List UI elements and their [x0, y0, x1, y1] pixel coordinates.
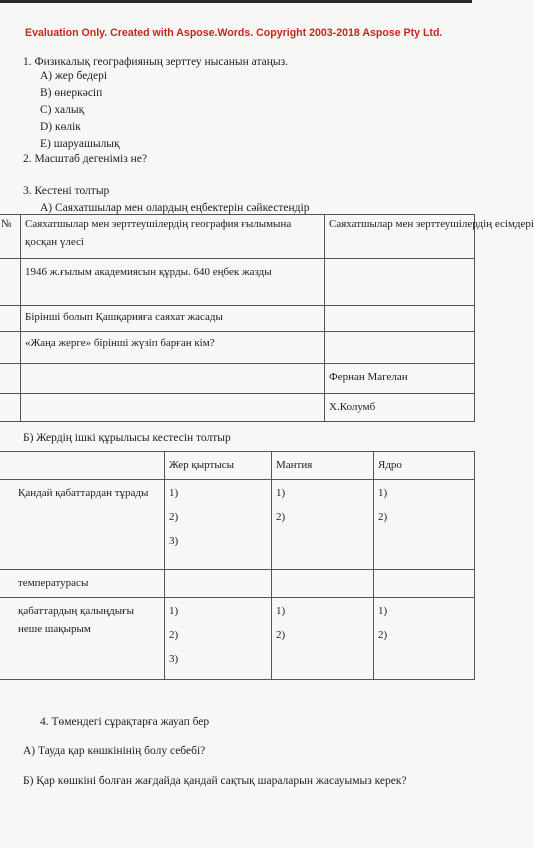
item-number: 2) [378, 629, 388, 641]
item-number: 3) [169, 535, 179, 547]
table-row [0, 259, 475, 306]
header-crust: Жер қыртысы [165, 452, 272, 480]
earth-structure-table [0, 451, 475, 680]
question-2: 2. Масштаб дегеніміз не? [23, 153, 148, 165]
header-contribution: Саяхатшылар мен зерттеушілердің география ғылымына қосқан үлесі [21, 215, 325, 259]
header-number: № [0, 215, 21, 259]
header-mantle: Мантия [272, 452, 374, 480]
row-number-cell [0, 332, 21, 364]
table-row [0, 598, 475, 680]
core-thickness-cell[interactable] [374, 598, 475, 680]
q1-option-c: С) халық [40, 104, 85, 116]
row-label-thickness: қабаттардың қалыңдығы неше шақырым [0, 598, 165, 680]
item-number: 1) [276, 487, 286, 499]
contribution-cell: 1946 ж.ғылым академиясын құрды. 640 еңбек жазды [21, 259, 325, 306]
header-names: Саяхатшылар мен зерттеушілердің есімдері [325, 215, 475, 259]
header-core: Ядро [374, 452, 475, 480]
header-empty-cell [0, 452, 165, 480]
crust-layers-cell[interactable] [165, 480, 272, 570]
item-number: 2) [169, 629, 179, 641]
table-row [0, 306, 475, 332]
contribution-cell[interactable] [21, 364, 325, 394]
table-row [0, 332, 475, 364]
row-number-cell [0, 306, 21, 332]
table-row [0, 364, 475, 394]
contribution-cell: Бірінші болып Қашқарияға саяхат жасады [21, 306, 325, 332]
item-number: 1) [169, 487, 179, 499]
question-4-title: 4. Төмендегі сұрақтарға жауап бер [40, 716, 210, 728]
name-cell: Х.Колумб [325, 394, 475, 422]
q1-option-d: D) көлік [40, 121, 81, 133]
row-label-layers: Қандай қабаттардан тұрады [0, 480, 165, 570]
crust-temperature-cell[interactable] [165, 570, 272, 598]
question-3-title: 3. Кестені толтыр [23, 185, 110, 197]
part-b-title: Б) Жердің ішкі құрылысы кестесін толтыр [23, 432, 231, 444]
item-number: 1) [276, 605, 286, 617]
item-number: 1) [378, 605, 388, 617]
part-a-title: А) Саяхатшылар мен олардың еңбектерін сәйкестендір [40, 202, 310, 214]
table-row [0, 452, 475, 480]
watermark-text: Evaluation Only. Created with Aspose.Words. Copyright 2003-2018 Aspose Pty Ltd. [25, 27, 443, 39]
question-1: 1. Физикалық географияның зерттеу нысанын атаңыз. [23, 56, 289, 68]
table-row [0, 215, 475, 259]
row-number-cell [0, 394, 21, 422]
contribution-cell: «Жаңа жерге» бірінші жүзіп барған кім? [21, 332, 325, 364]
contribution-cell[interactable] [21, 394, 325, 422]
item-number: 2) [276, 629, 286, 641]
core-temperature-cell[interactable] [374, 570, 475, 598]
name-cell: Фернан Магелан [325, 364, 475, 394]
name-cell[interactable] [325, 259, 475, 306]
mantle-thickness-cell[interactable] [272, 598, 374, 680]
item-number: 2) [169, 511, 179, 523]
q1-option-b: В) өнеркәсіп [40, 87, 103, 99]
question-4-a: А) Тауда қар көшкінінің болу себебі? [23, 745, 206, 757]
table-row [0, 480, 475, 570]
core-layers-cell[interactable] [374, 480, 475, 570]
row-number-cell [0, 364, 21, 394]
name-cell[interactable] [325, 306, 475, 332]
item-number: 3) [169, 653, 179, 665]
item-number: 1) [169, 605, 179, 617]
crust-thickness-cell[interactable] [165, 598, 272, 680]
row-label-temperature: температурасы [0, 570, 165, 598]
table-row [0, 570, 475, 598]
mantle-layers-cell[interactable] [272, 480, 374, 570]
row-number-cell [0, 259, 21, 306]
travelers-table [0, 214, 534, 422]
question-4-b: Б) Қар көшкіні болған жағдайда қандай сақтық шараларын жасауымыз керек? [23, 775, 407, 787]
item-number: 2) [378, 511, 388, 523]
q1-option-e: Е) шаруашылық [40, 138, 120, 150]
name-cell[interactable] [325, 332, 475, 364]
table-row [0, 394, 475, 422]
item-number: 2) [276, 511, 286, 523]
item-number: 1) [378, 487, 388, 499]
mantle-temperature-cell[interactable] [272, 570, 374, 598]
top-border [0, 0, 472, 3]
q1-option-a: А) жер бедері [40, 70, 108, 82]
